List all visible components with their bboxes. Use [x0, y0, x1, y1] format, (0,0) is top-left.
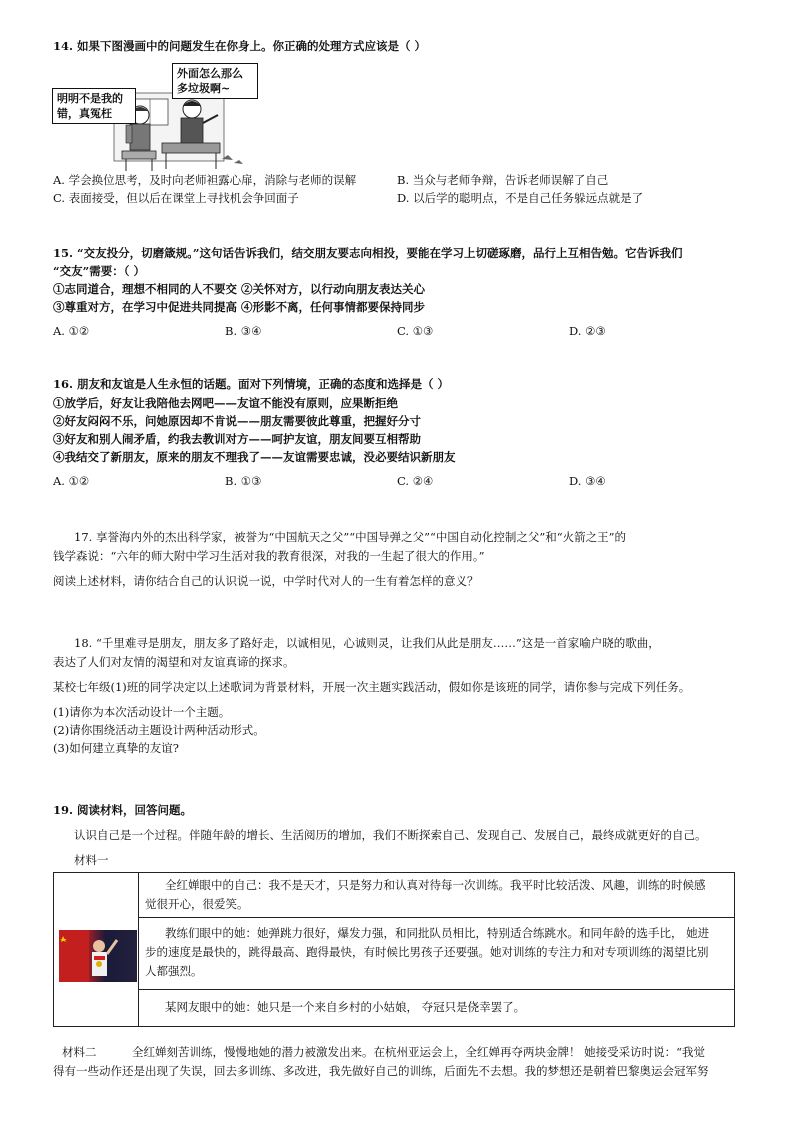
q16-option-b: B. ①③	[225, 474, 262, 488]
q18-subquestion-3: (3)如何建立真挚的友谊?	[53, 741, 179, 755]
q15-item-1: ①志同道合，理想不相同的人不要交 ②关怀对方，以行动向朋友表达关心	[53, 282, 425, 296]
q18-line1: 18. “千里难寻是朋友，朋友多了路好走，以诚相见，心诚则灵，让我们从此是朋友……”这是一首家喻户晓的歌曲，	[74, 636, 660, 650]
q15-option-b: B. ③④	[225, 324, 262, 338]
comic-illustration	[52, 63, 266, 173]
material2-line2: 得有一些动作还是出现了失误，回去多训练、多改进，我先做好自己的训练，后面先不去想。我的梦想还是朝着巴黎奥运会冠军努	[53, 1064, 709, 1078]
q16-item-4: ④我结交了新朋友，原来的朋友不理我了——友谊需要忠诚，没必要结识新朋友	[53, 450, 456, 464]
netizen-view-cell	[139, 990, 735, 1027]
material2-label: 材料二	[62, 1045, 97, 1059]
coach-view-line3: 人都强烈。	[145, 964, 203, 978]
material1-table	[53, 872, 735, 1027]
material2-line1: 全红婵刻苦训练，慢慢地她的潜力被激发出来。在杭州亚运会上，全红婵再夺两块金牌！ 她接受采访时说：“我觉	[132, 1045, 706, 1059]
q18-line2: 表达了人们对友情的渴望和对友谊真谛的探求。	[53, 655, 295, 669]
q16-option-c: C. ②④	[397, 474, 434, 488]
netizen-view-text: 某网友眼中的她：她只是一个来自乡村的小姑娘， 夺冠只是侥幸罢了。	[165, 1000, 526, 1014]
q14-option-d: D. 以后学的聪明点，不是自己任务躲远点就是了	[397, 191, 644, 205]
q16-item-3: ③好友和别人闹矛盾，约我去教训对方——呵护友谊，朋友间要互相帮助	[53, 432, 421, 446]
q16-item-2: ②好友闷闷不乐，问她原因却不肯说——朋友需要彼此尊重，把握好分寸	[53, 414, 421, 428]
q16-item-1: ①放学后，好友让我陪他去网吧——友谊不能没有原则，应果断拒绝	[53, 396, 398, 410]
coach-view-line1: 教练们眼中的她：她弹跳力很好，爆发力强，和同批队员相比，特别适合练跳水。和同年龄的选手比， 她进	[165, 926, 710, 940]
q15-item-2: ③尊重对方，在学习中促进共同提高 ④形影不离，任何事情都要保持同步	[53, 300, 425, 314]
athlete-photo	[59, 930, 137, 982]
q15-option-a: A. ①②	[53, 324, 90, 338]
athlete-photo-cell	[54, 873, 139, 1027]
q14-option-c: C. 表面接受，但以后在课堂上寻找机会争回面子	[53, 191, 299, 205]
speech-bubble-teacher: 外面怎么那么多垃圾啊~	[172, 63, 258, 99]
speech-bubble-student: 明明不是我的错，真冤枉	[52, 88, 136, 124]
q19-material1-label: 材料一	[74, 853, 109, 867]
q15-option-c: C. ①③	[397, 324, 434, 338]
q17-line1: 17. 享誉海内外的杰出科学家，被誉为“中国航天之父”“中国导弹之父”“中国自动化控制之父”和“火箭之王”的	[74, 530, 626, 544]
q16-stem: 16. 朋友和友谊是人生永恒的话题。面对下列情境，正确的态度和选择是（ ）	[53, 377, 450, 391]
coach-view-cell	[139, 918, 735, 990]
q15-stem-line2: “交友”需要：（ ）	[53, 264, 145, 278]
athlete-photo-drawing	[59, 930, 137, 982]
q14-option-b: B. 当众与老师争辩，告诉老师误解了自己	[397, 173, 609, 187]
self-view-line1: 全红婵眼中的自己：我不是天才，只是努力和认真对待每一次训练。我平时比较活泼、风趣，训练的时候感	[165, 878, 706, 892]
q18-line3: 某校七年级(1)班的同学决定以上述歌词为背景材料，开展一次主题实践活动，假如你是该班的同学，请你参与完成下列任务。	[53, 680, 691, 694]
q15-option-d: D. ②③	[569, 324, 606, 338]
q14-stem: 14. 如果下图漫画中的问题发生在你身上。你正确的处理方式应该是（ ）	[53, 39, 427, 53]
q16-option-d: D. ③④	[569, 474, 606, 488]
q14-option-a: A. 学会换位思考，及时向老师袒露心扉，消除与老师的误解	[53, 173, 357, 187]
q17-line2: 钱学森说：“六年的师大附中学习生活对我的教育很深，对我的一生起了很大的作用。”	[53, 549, 485, 563]
q18-subquestion-2: (2)请你围绕活动主题设计两种活动形式。	[53, 723, 265, 737]
q18-subquestion-1: (1)请你为本次活动设计一个主题。	[53, 705, 231, 719]
q15-stem-line1: 15. “交友投分，切磨箴规。”这句话告诉我们，结交朋友要志向相投，要能在学习上切磋琢磨，品行上互相告勉。它告诉我们	[53, 246, 683, 260]
self-view-line2: 觉很开心，很爱笑。	[145, 897, 249, 911]
coach-view-line2: 步的速度是最快的，跳得最高、跑得最快，有时候比男孩子还要强。她对训练的专注力和对专项训练的渴望比别	[145, 945, 709, 959]
q16-option-a: A. ①②	[53, 474, 90, 488]
q19-stem: 19. 阅读材料，回答问题。	[53, 803, 193, 817]
q17-question: 阅读上述材料，请你结合自己的认识说一说，中学时代对人的一生有着怎样的意义？	[53, 574, 479, 588]
q19-intro: 认识自己是一个过程。伴随年龄的增长、生活阅历的增加，我们不断探索自己、发现自己、发展自己，最终成就更好的自己。	[74, 828, 707, 842]
self-view-cell	[139, 873, 735, 918]
